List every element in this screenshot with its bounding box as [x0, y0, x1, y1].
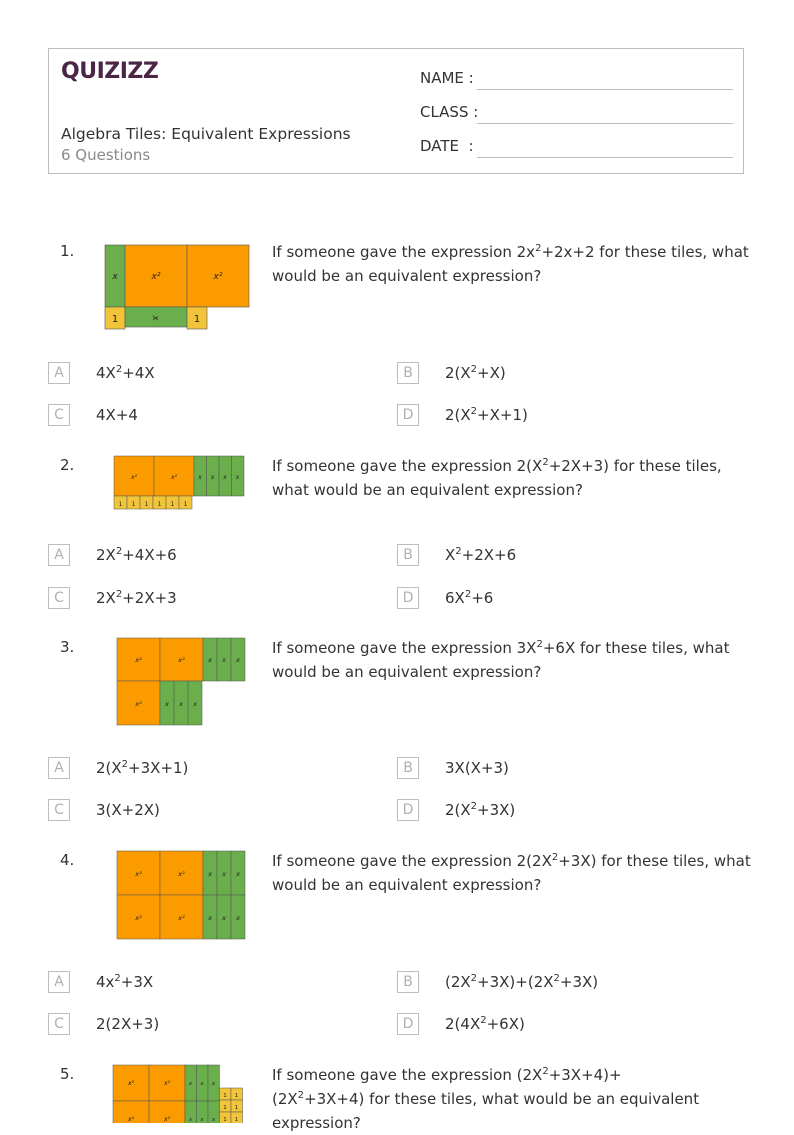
question-text: If someone gave the expression $2(2X^2+3X)$ for these tiles, what would be an equivalent expression?	[272, 852, 751, 894]
option-a-box[interactable]: A	[48, 544, 70, 566]
option-c-box[interactable]: C	[48, 1013, 70, 1035]
tile-label: x	[179, 700, 183, 708]
option-c-text: 3(X+2X)	[96, 801, 160, 819]
option-d-text: $6X^2+6$	[445, 589, 494, 607]
class-field[interactable]	[477, 123, 733, 124]
question-text: If someone gave the expression $2x^2+2x+2$ for these tiles, what would be an equivalent expression?	[272, 243, 749, 285]
option-c-text: 4X+4	[96, 406, 138, 424]
tile-label: x²	[135, 656, 142, 664]
algebra-tiles-figure	[104, 244, 250, 330]
tile-label: x	[208, 656, 212, 664]
option-b-text: $(2X^2+3X)+(2X^2+3X)$	[445, 973, 599, 991]
option-c-box[interactable]: C	[48, 799, 70, 821]
name-field[interactable]	[477, 89, 733, 90]
tile-label: x²	[135, 914, 142, 922]
question-number: 5.	[60, 1065, 75, 1083]
worksheet-header	[48, 48, 744, 174]
option-d-box[interactable]: D	[397, 587, 419, 609]
tile-label: x²	[213, 272, 223, 282]
option-a-text: $2X^2+4X+6$	[96, 546, 177, 564]
tile-label: x	[211, 1081, 216, 1087]
question-number: 2.	[60, 456, 75, 474]
option-d-text: $2(X^2+3X)$	[445, 801, 516, 819]
tile-label: x²	[178, 656, 185, 664]
tile-label: x	[210, 474, 215, 481]
option-d-box[interactable]: D	[397, 1013, 419, 1035]
tile-label: x	[200, 1081, 204, 1087]
option-a-text: $4x^2+3X$	[96, 973, 154, 991]
tile-label: x	[198, 474, 202, 481]
date-field[interactable]	[477, 157, 733, 158]
tile-label: x	[165, 700, 169, 708]
question-text: If someone gave the expression $3X^2+6X$ for these tiles, what would be an equivalent expression?	[272, 639, 730, 681]
option-d-box[interactable]: D	[397, 799, 419, 821]
option-a-box[interactable]: A	[48, 757, 70, 779]
tile-label: x	[235, 474, 240, 481]
tile-label: x	[222, 914, 226, 922]
option-d-text: $2(X^2+X+1)$	[445, 406, 528, 424]
tile-label: x	[223, 474, 227, 481]
tile-label: x²	[131, 474, 137, 481]
tile-label: x	[188, 1117, 193, 1123]
date-label: DATE :	[420, 137, 474, 155]
tile-label: x	[222, 870, 226, 878]
option-d-text: $2(4X^2+6X)$	[445, 1015, 525, 1033]
tile-label: 1	[170, 501, 175, 508]
tile-label: 1	[144, 501, 149, 508]
option-a-box[interactable]: A	[48, 971, 70, 993]
tile-label: x²	[151, 272, 161, 282]
tile-label: 1	[157, 501, 162, 508]
option-c-box[interactable]: C	[48, 404, 70, 426]
tile-label: x²	[178, 870, 185, 878]
quizizz-logo: QUIZIZZ	[61, 59, 159, 84]
option-a-box[interactable]: A	[48, 362, 70, 384]
tile-label: 1	[183, 501, 188, 508]
option-b-box[interactable]: B	[397, 971, 419, 993]
tile-label: x	[200, 1117, 204, 1123]
option-b-box[interactable]: B	[397, 757, 419, 779]
tile-label: x	[211, 1117, 216, 1123]
tile-label: x	[208, 914, 212, 922]
tile-label: x²	[128, 1116, 134, 1123]
option-c-box[interactable]: C	[48, 587, 70, 609]
algebra-tiles-figure	[112, 1064, 244, 1123]
tile-label: 1	[111, 314, 119, 325]
class-label: CLASS :	[420, 103, 479, 121]
tile-label: x²	[135, 700, 142, 708]
option-d-box[interactable]: D	[397, 404, 419, 426]
name-label: NAME :	[420, 69, 474, 87]
tile-label: 1	[193, 314, 201, 325]
question-number: 4.	[60, 851, 75, 869]
tile-label: x	[236, 656, 240, 664]
tile-label: x²	[135, 870, 142, 878]
tile-label: x²	[178, 914, 185, 922]
option-c-text: $2X^2+2X+3$	[96, 589, 177, 607]
tile-label: x²	[164, 1080, 170, 1087]
algebra-tiles-figure	[116, 637, 246, 727]
option-b-box[interactable]: B	[397, 544, 419, 566]
tile-label: 1	[223, 1117, 227, 1123]
tile-label: x	[222, 656, 226, 664]
question-text: If someone gave the expression $2(X^2+2X+3)$ for these tiles, what would be an equivalent expression?	[272, 457, 722, 499]
question-text: If someone gave the expression $(2X^2+3X+4)+(2X^2+3X+4)$ for these tiles, what would be an equivalent expression?	[272, 1066, 700, 1132]
tile-label: x	[236, 914, 240, 922]
option-b-box[interactable]: B	[397, 362, 419, 384]
worksheet-title: Algebra Tiles: Equivalent Expressions	[61, 125, 351, 143]
tile-label: 1	[223, 1093, 227, 1099]
algebra-tiles-figure	[116, 850, 246, 940]
tile-label: 1	[234, 1093, 239, 1099]
tile-label: x²	[128, 1080, 134, 1087]
option-b-text: $X^2+2X+6$	[445, 546, 517, 564]
question-number: 3.	[60, 638, 75, 656]
tile-label: x	[188, 1081, 193, 1087]
option-a-text: $2(X^2+3X+1)$	[96, 759, 189, 777]
tile-label: x²	[164, 1116, 170, 1123]
question-count: 6 Questions	[61, 146, 151, 164]
tile-label: 1	[131, 501, 136, 508]
tile-label: x	[193, 700, 197, 708]
tile-label: 1	[234, 1105, 239, 1111]
tile-label: x	[236, 870, 240, 878]
option-a-text: $4X^2+4X$	[96, 364, 155, 382]
algebra-tiles-figure	[113, 455, 245, 511]
option-c-text: 2(2X+3)	[96, 1015, 160, 1033]
tile-label: 1	[234, 1117, 239, 1123]
tile-label: x	[208, 870, 212, 878]
tile-label: 1	[223, 1105, 227, 1111]
tile-label: x	[150, 315, 160, 321]
option-b-text: $2(X^2+X)$	[445, 364, 506, 382]
question-number: 1.	[60, 242, 75, 260]
tile-label: x²	[171, 474, 177, 481]
tile-label: x	[112, 272, 118, 282]
option-b-text: 3X(X+3)	[445, 759, 509, 777]
tile-label: 1	[118, 501, 123, 508]
